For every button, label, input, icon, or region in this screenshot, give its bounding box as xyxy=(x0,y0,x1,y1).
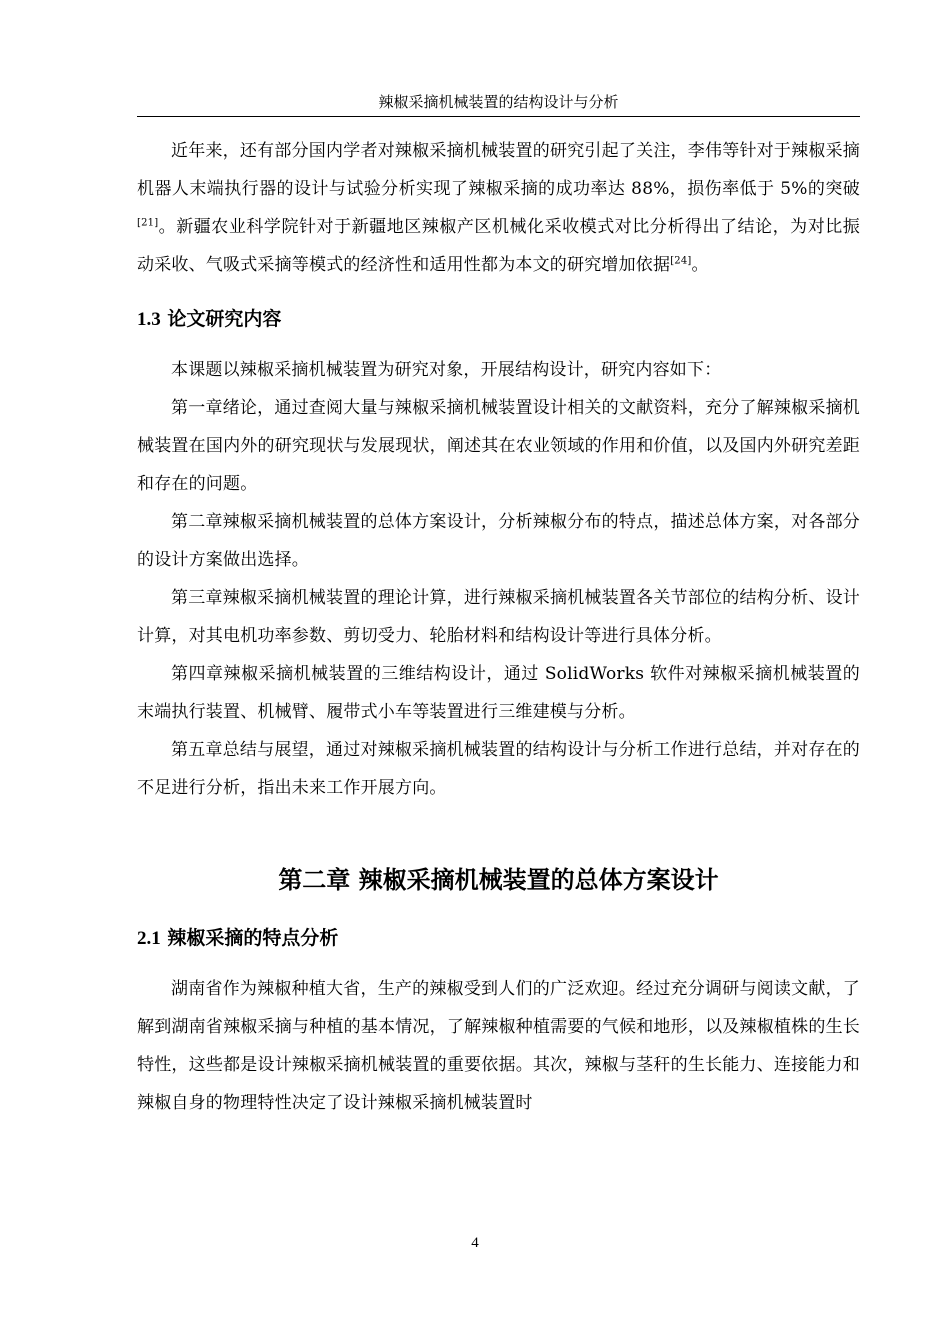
intro-text-a: 近年来，还有部分国内学者对辣椒采摘机械装置的研究引起了关注，李伟等针对于辣椒采摘机器人末端执行器的设计与试验分析实现了辣椒采摘的成功率达 88%，损伤率低于 5%的突破 xyxy=(137,141,860,199)
running-header-title: 辣椒采摘机械装置的结构设计与分析 xyxy=(378,93,619,111)
content-paragraph: 第一章绪论，通过查阅大量与辣椒采摘机械装置设计相关的文献资料，充分了解辣椒采摘机械装置在国内外的研究现状与发展现状，阐述其在农业领域的作用和价值，以及国内外研究差距和存在的问题。 xyxy=(137,398,860,494)
section-title: 辣椒采摘的特点分析 xyxy=(167,927,339,949)
page-number: 4 xyxy=(471,1235,479,1251)
running-header xyxy=(137,92,860,117)
content-paragraph: 本课题以辣椒采摘机械装置为研究对象，开展结构设计，研究内容如下： xyxy=(171,360,722,380)
citation-24: [24] xyxy=(670,255,692,267)
content-paragraph: 第三章辣椒采摘机械装置的理论计算，进行辣椒采摘机械装置各关节部位的结构分析、设计计算，对其电机功率参数、剪切受力、轮胎材料和结构设计等进行具体分析。 xyxy=(137,588,860,646)
intro-paragraph xyxy=(137,132,860,284)
intro-text-b: 。新疆农业科学院针对于新疆地区辣椒产区机械化采收模式对比分析得出了结论，为对比振动采收、气吸式采摘等模式的经济性和适用性都为本文的研究增加依据 xyxy=(137,217,860,275)
content-paragraph: 第四章辣椒采摘机械装置的三维结构设计，通过 SolidWorks 软件对辣椒采摘机械装置的末端执行装置、机械臂、履带式小车等装置进行三维建模与分析。 xyxy=(137,664,860,722)
section-number: 2.1 xyxy=(137,928,161,949)
citation-21: [21] xyxy=(137,217,159,229)
section-heading-1-3 xyxy=(137,304,860,335)
section-number: 1.3 xyxy=(137,309,161,330)
section-heading-2-1 xyxy=(137,923,860,954)
content-paragraph: 第二章辣椒采摘机械装置的总体方案设计，分析辣椒分布的特点，描述总体方案，对各部分的设计方案做出选择。 xyxy=(137,512,860,570)
intro-text-c: 。 xyxy=(691,255,709,275)
section-title: 论文研究内容 xyxy=(167,308,282,330)
chapter-title: 第二章 辣椒采摘机械装置的总体方案设计 xyxy=(278,866,719,894)
content-paragraph: 第五章总结与展望，通过对辣椒采摘机械装置的结构设计与分析工作进行总结，并对存在的不足进行分析，指出未来工作开展方向。 xyxy=(137,740,860,798)
content-paragraph: 湖南省作为辣椒种植大省，生产的辣椒受到人们的广泛欢迎。经过充分调研与阅读文献，了解到湖南省辣椒采摘与种植的基本情况，了解辣椒种植需要的气候和地形，以及辣椒植株的生长特性，这些都是设计辣椒采摘机械装置的重要依据。其次，辣椒与茎秆的生长能力、连接能力和辣椒自身的物理特性决定了设计辣椒采摘机械装置时 xyxy=(137,979,860,1113)
page-body xyxy=(137,132,860,1122)
